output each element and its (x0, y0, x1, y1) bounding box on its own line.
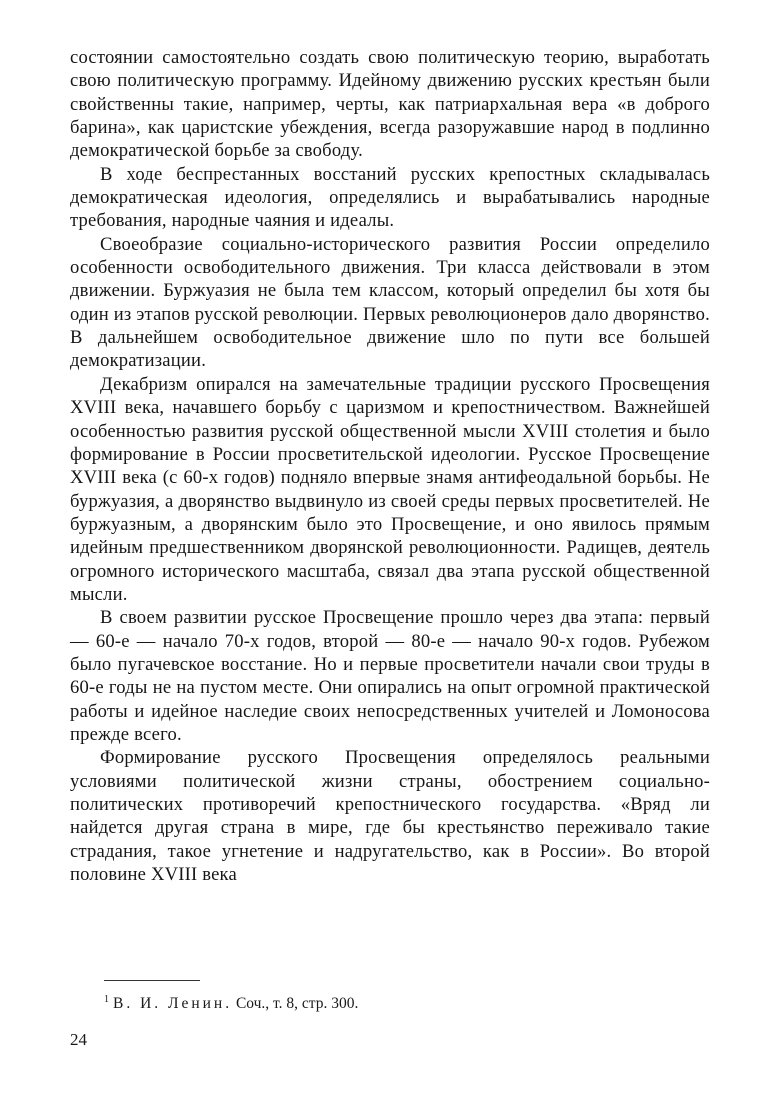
footnote (104, 990, 704, 1014)
footnote-author: В. И. Ленин. (113, 995, 233, 1012)
footnote-divider (104, 980, 200, 981)
paragraph-5: В своем развитии русское Просвещение прошло через два этапа: первый — 60-е — начало 70-х годов, второй — 80-е — начало 90-х годов. Рубежом было пугачевское восстание. Но и первые просветители начали свои труды в 60-е годы не на пустом месте. Они опирались на опыт огромной практической работы и идейное наследие своих непосредственных учителей и Ломоносова прежде всего. (70, 607, 710, 745)
footnote-source: Соч., т. 8, стр. 300. (235, 995, 359, 1012)
footnote-marker: 1 (104, 994, 109, 1005)
paragraph-4: Декабризм опирался на замечательные традиции русского Просвещения XVIII века, начавшего борьбу с царизмом и крепостничеством. Важнейшей особенностью развития русской общественной мысли XVIII столетия и было формирование в России просветительской идеологии. Русское Просвещение XVIII века (с 60-х годов) подняло впервые знамя антифеодальной борьбы. Не буржуазия, а дворянство выдвинуло из своей среды первых просветителей. Не буржуазным, а дворянским было это Просвещение, и оно явилось прямым идейным предшественником дворянской революционности. Радищев, деятель огромного исторического масштаба, связал два этапа русской общественной мысли. (70, 373, 710, 605)
paragraph-1: состоянии самостоятельно создать свою политическую теорию, выработать свою политическую программу. Идейному движению русских крестьян были свойственны такие, например, черты, как патриархальная вера «в доброго барина», как царистские убеждения, всегда разоружавшие народ в подлинно демократической борьбе за свободу. (70, 47, 710, 162)
paragraph-3: Своеобразие социально-исторического развития России определило особенности освободительного движения. Три класса действовали в этом движении. Буржуазия не была тем классом, который определил бы хотя бы один из этапов русской революции. Первых революционеров дало дворянство. В дальнейшем освободительное движение шло по пути все большей демократизации. (70, 233, 710, 372)
body-text (70, 46, 710, 886)
paragraph-2: В ходе беспрестанных восстаний русских крепостных складывалась демократическая идеология, определялись и вырабатывались народные требования, народные чаяния и идеалы. (70, 163, 710, 232)
page-number: 24 (70, 1030, 87, 1049)
paragraph-6: Формирование русского Просвещения определялось реальными условиями политической жизни страны, обострением социально-политических противоречий крепостнического государства. «Вряд ли найдется другая страна в мире, где бы крестьянство переживало такие страдания, такое угнетение и надругательство, как в России». Во второй половине XVIII века (70, 747, 710, 886)
